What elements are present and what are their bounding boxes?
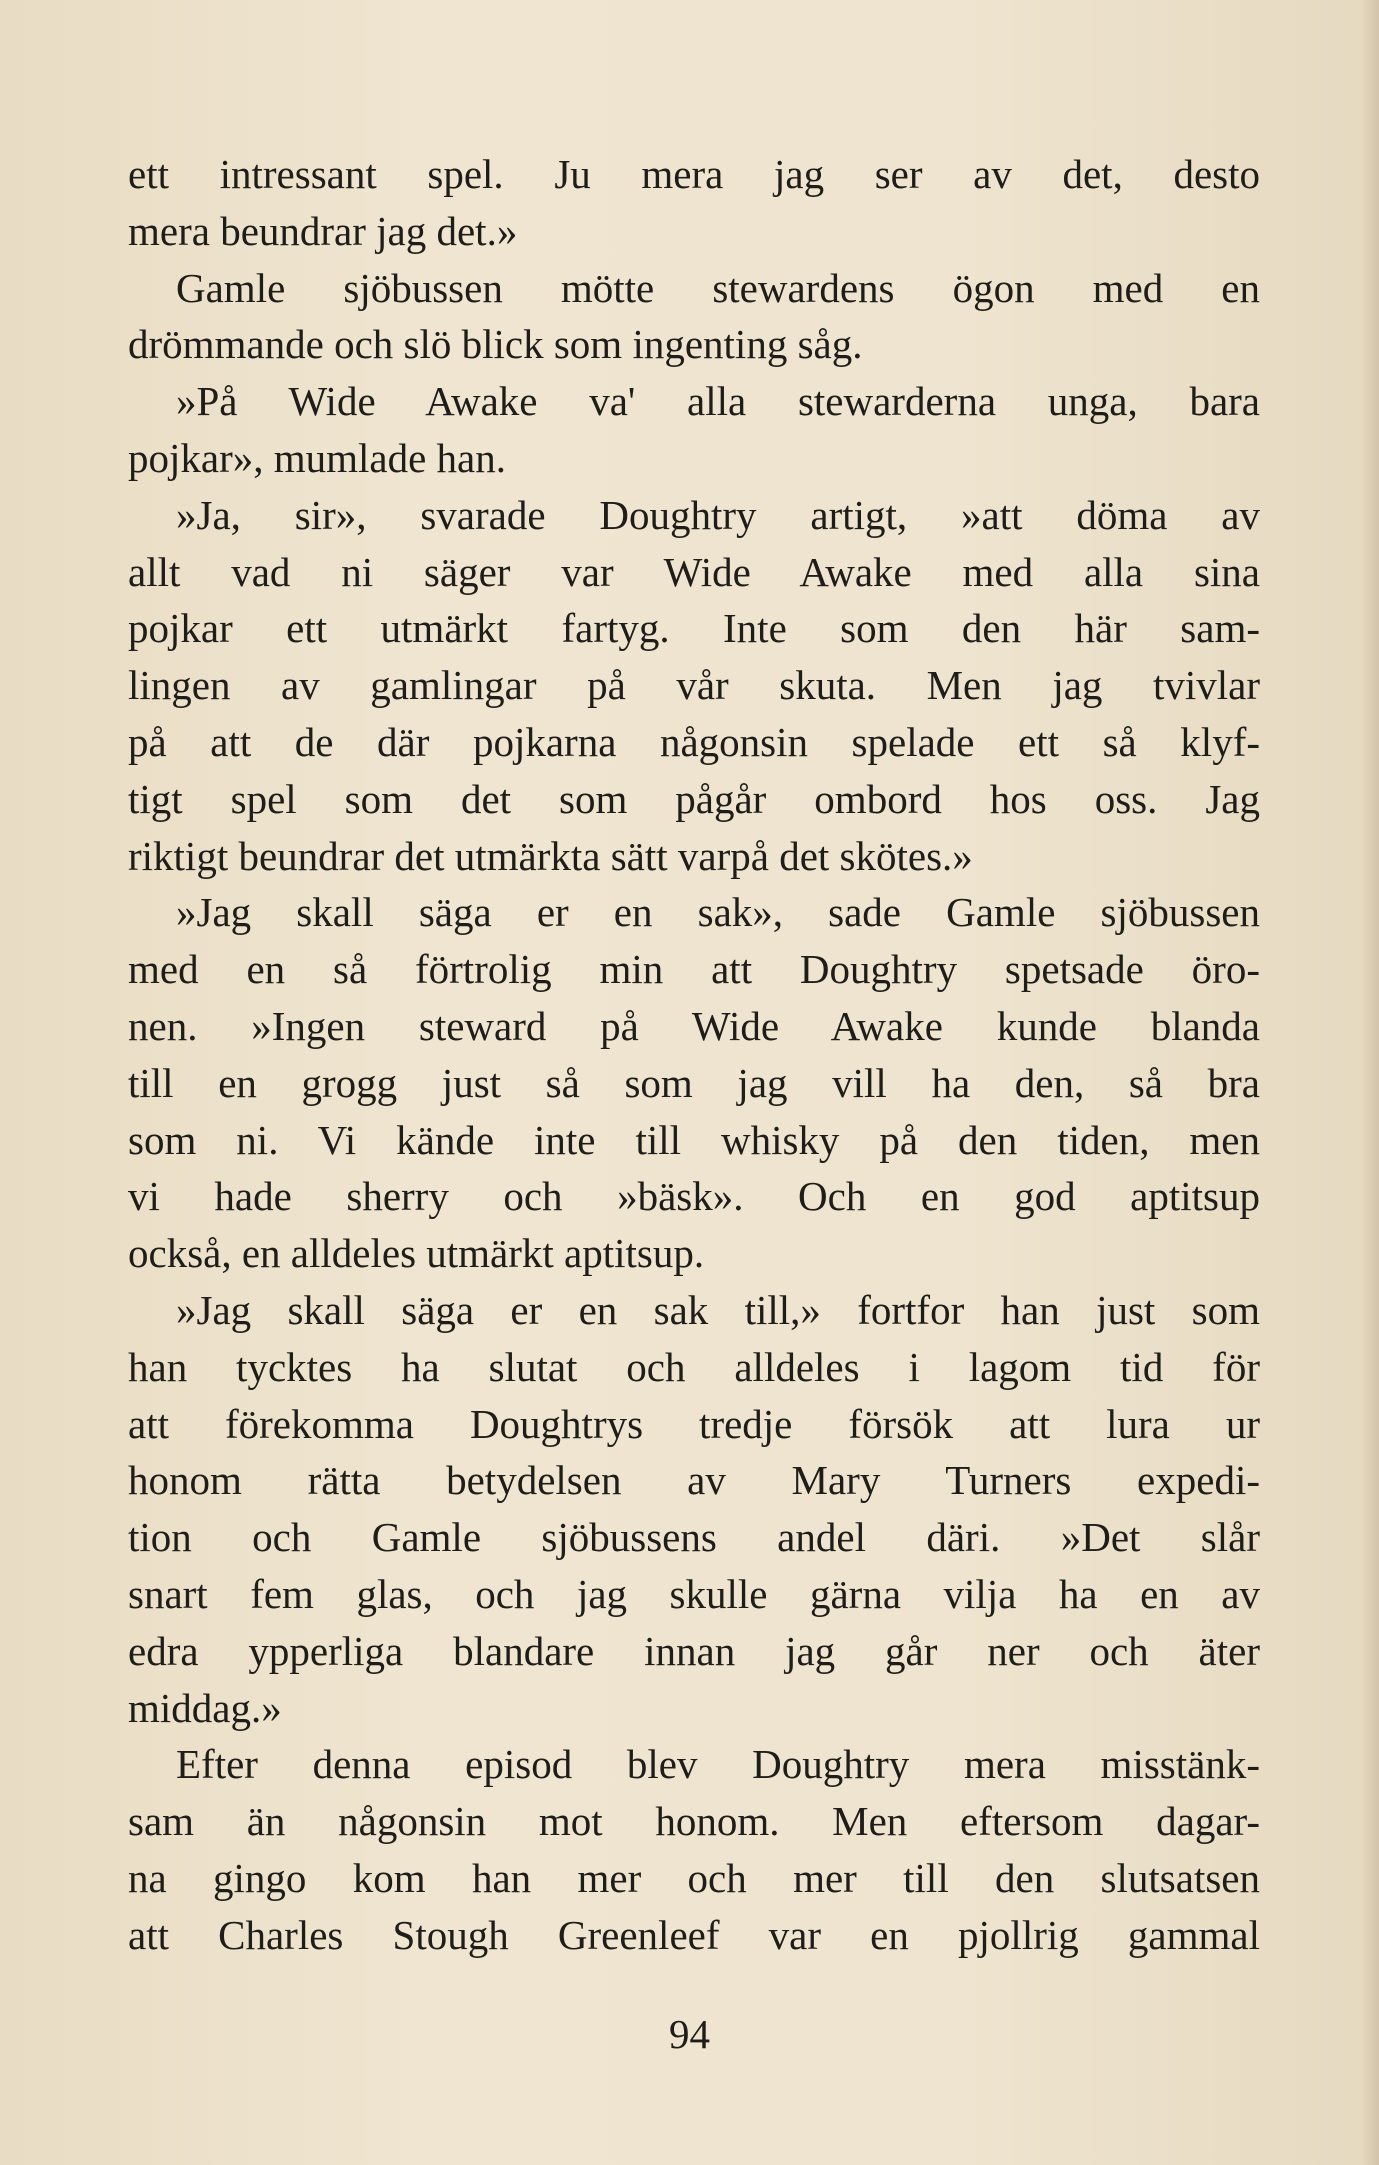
- text-line: mera beundrar jag det.»: [128, 207, 518, 254]
- text-line: edra ypperliga blandare innan jag går ner och äter: [128, 1627, 1260, 1674]
- text-line: honom rätta betydelsen av Mary Turners expedi-: [128, 1457, 1260, 1504]
- text-line: drömmande och slö blick som ingenting såg.: [128, 321, 863, 368]
- text-line: lingen av gamlingar på vår skuta. Men jag tvivlar: [128, 662, 1260, 709]
- text-line: tion och Gamle sjöbussens andel däri. »Det slår: [128, 1514, 1260, 1561]
- text-line: »Jag skall säga er en sak», sade Gamle sjöbussen: [176, 889, 1260, 936]
- text-line: han tycktes ha slutat och alldeles i lagom tid för: [128, 1343, 1260, 1390]
- text-line: med en så förtrolig min att Doughtry spetsade öro-: [128, 946, 1260, 993]
- text-line: till en grogg just så som jag vill ha den, så bra: [128, 1059, 1260, 1106]
- text-line: vi hade sherry och »bäsk». Och en god aptitsup: [128, 1173, 1260, 1220]
- text-line: som ni. Vi kände inte till whisky på den tiden, men: [128, 1116, 1260, 1163]
- text-line: »Ja, sir», svarade Doughtry artigt, »att döma av: [176, 491, 1260, 538]
- body-text: [128, 146, 1260, 1964]
- text-line: middag.»: [128, 1684, 282, 1731]
- text-line: na gingo kom han mer och mer till den slutsatsen: [128, 1854, 1260, 1901]
- text-line: »Jag skall säga er en sak till,» fortfor han just som: [176, 1286, 1260, 1333]
- text-line: att Charles Stough Greenleef var en pjollrig gammal: [128, 1911, 1260, 1958]
- text-line: »På Wide Awake va' alla stewarderna unga, bara: [176, 378, 1260, 425]
- text-line: snart fem glas, och jag skulle gärna vilja ha en av: [128, 1570, 1260, 1617]
- text-line: också, en alldeles utmärkt aptitsup.: [128, 1230, 705, 1277]
- text-line: pojkar ett utmärkt fartyg. Inte som den här sam-: [128, 605, 1260, 652]
- text-line: Gamle sjöbussen mötte stewardens ögon med en: [176, 264, 1260, 311]
- text-line: tigt spel som det som pågår ombord hos oss. Jag: [128, 775, 1260, 822]
- text-line: Efter denna episod blev Doughtry mera misstänk-: [176, 1741, 1260, 1788]
- text-line: nen. »Ingen steward på Wide Awake kunde blanda: [128, 1002, 1260, 1049]
- text-line: att förekomma Doughtrys tredje försök att lura ur: [128, 1400, 1260, 1447]
- text-line: sam än någonsin mot honom. Men eftersom dagar-: [128, 1798, 1260, 1845]
- text-line: ett intressant spel. Ju mera jag ser av det, desto: [128, 151, 1260, 197]
- text-line: riktigt beundrar det utmärkta sätt varpå det skötes.»: [128, 832, 973, 879]
- text-line: allt vad ni säger var Wide Awake med alla sina: [128, 548, 1260, 595]
- text-line: på att de där pojkarna någonsin spelade ett så klyf-: [128, 718, 1260, 765]
- page-number: 94: [669, 2011, 710, 2057]
- text-line: pojkar», mumlade han.: [128, 434, 507, 481]
